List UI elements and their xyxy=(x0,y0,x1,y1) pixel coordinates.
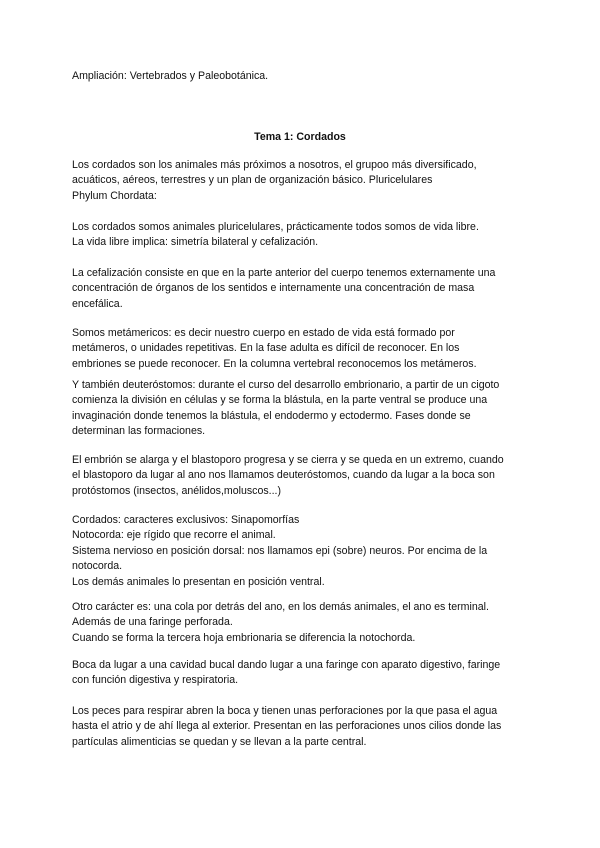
paragraph-line: Además de una faringe perforada. xyxy=(72,616,233,629)
paragraph-line: La vida libre implica: simetría bilateral y cefalización. xyxy=(72,236,319,249)
paragraph-line: metámeros, o unidades repetitivas. En la fase adulta es difícil de reconocer. En los xyxy=(72,342,460,355)
paragraph-line: embriones se puede reconocer. En la columna vertebral reconocemos los metámeros. xyxy=(72,357,477,370)
paragraph-1 xyxy=(72,158,532,204)
paragraph-6 xyxy=(72,453,532,499)
section-title xyxy=(0,130,600,145)
paragraph-line: el blastoporo da lugar al ano nos llamamos deuteróstomos, cuando da lugar a la boca son xyxy=(72,469,495,482)
paragraph-line: Los demás animales lo presentan en posición ventral. xyxy=(72,575,325,588)
paragraph-line: Los cordados son los animales más próximos a nosotros, el grupoo más diversificado, xyxy=(72,159,477,171)
paragraph-5 xyxy=(72,378,532,440)
paragraph-line: Boca da lugar a una cavidad bucal dando lugar a una faringe con aparato digestivo, faringe xyxy=(72,659,501,671)
paragraph-line: notocorda. xyxy=(72,560,123,573)
paragraph-line: Y también deuteróstomos: durante el curso del desarrollo embrionario, a partir de un cigoto xyxy=(72,379,500,391)
paragraph-line: Notocorda: eje rígido que recorre el animal. xyxy=(72,529,276,542)
paragraph-line: protóstomos (insectos, anélidos,moluscos...) xyxy=(72,484,282,497)
section-title-text: Tema 1: Cordados xyxy=(254,131,346,143)
paragraph-2 xyxy=(72,220,532,251)
paragraph-line: Phylum Chordata: xyxy=(72,189,157,202)
paragraph-line: partículas alimenticias se quedan y se llevan a la parte central. xyxy=(72,735,367,748)
paragraph-line: comienza la división en células y se forma la blástula, en la parte ventral se produce una xyxy=(72,394,488,407)
paragraph-line: Somos metámericos: es decir nuestro cuerpo en estado de vida está formado por xyxy=(72,327,455,339)
paragraph-line: Los cordados somos animales pluricelulares, prácticamente todos somos de vida libre. xyxy=(72,221,479,233)
paragraph-9 xyxy=(72,658,532,689)
paragraph-3 xyxy=(72,266,532,312)
paragraph-line: El embrión se alarga y el blastoporo progresa y se cierra y se queda en un extremo, cuando xyxy=(72,454,504,466)
paragraph-line: Cuando se forma la tercera hoja embrionaria se diferencia la notochorda. xyxy=(72,631,416,644)
paragraph-line: acuáticos, aéreos, terrestres y un plan de organización básico. Pluricelulares xyxy=(72,174,433,187)
paragraph-line: Los peces para respirar abren la boca y tienen unas perforaciones por la que pasa el agua xyxy=(72,705,498,717)
paragraph-line: con función digestiva y respiratoria. xyxy=(72,674,239,687)
paragraph-7 xyxy=(72,513,532,590)
paragraph-line: hasta el atrio y de ahí llega al exterior. Presentan en las perforaciones unos cilios donde las xyxy=(72,720,502,733)
paragraph-8 xyxy=(72,600,532,646)
paragraph-line: Otro carácter es: una cola por detrás del ano, en los demás animales, el ano es terminal. xyxy=(72,601,489,613)
paragraph-line: determinan las formaciones. xyxy=(72,425,206,438)
paragraph-line: invaginación donde tenemos la blástula, el endodermo y ectodermo. Fases donde se xyxy=(72,409,471,422)
document-subtitle xyxy=(72,69,532,84)
paragraph-line: concentración de órganos de los sentidos e internamente una concentración de masa xyxy=(72,282,475,295)
paragraph-line: encefálica. xyxy=(72,297,123,310)
paragraph-line: Cordados: caracteres exclusivos: Sinapomorfías xyxy=(72,514,300,526)
subtitle-text: Ampliación: Vertebrados y Paleobotánica. xyxy=(72,70,269,82)
paragraph-10 xyxy=(72,704,532,750)
paragraph-line: Sistema nervioso en posición dorsal: nos llamamos epi (sobre) neuros. Por encima de la xyxy=(72,544,488,557)
paragraph-4 xyxy=(72,326,532,372)
paragraph-line: La cefalización consiste en que en la parte anterior del cuerpo tenemos externamente una xyxy=(72,267,496,279)
